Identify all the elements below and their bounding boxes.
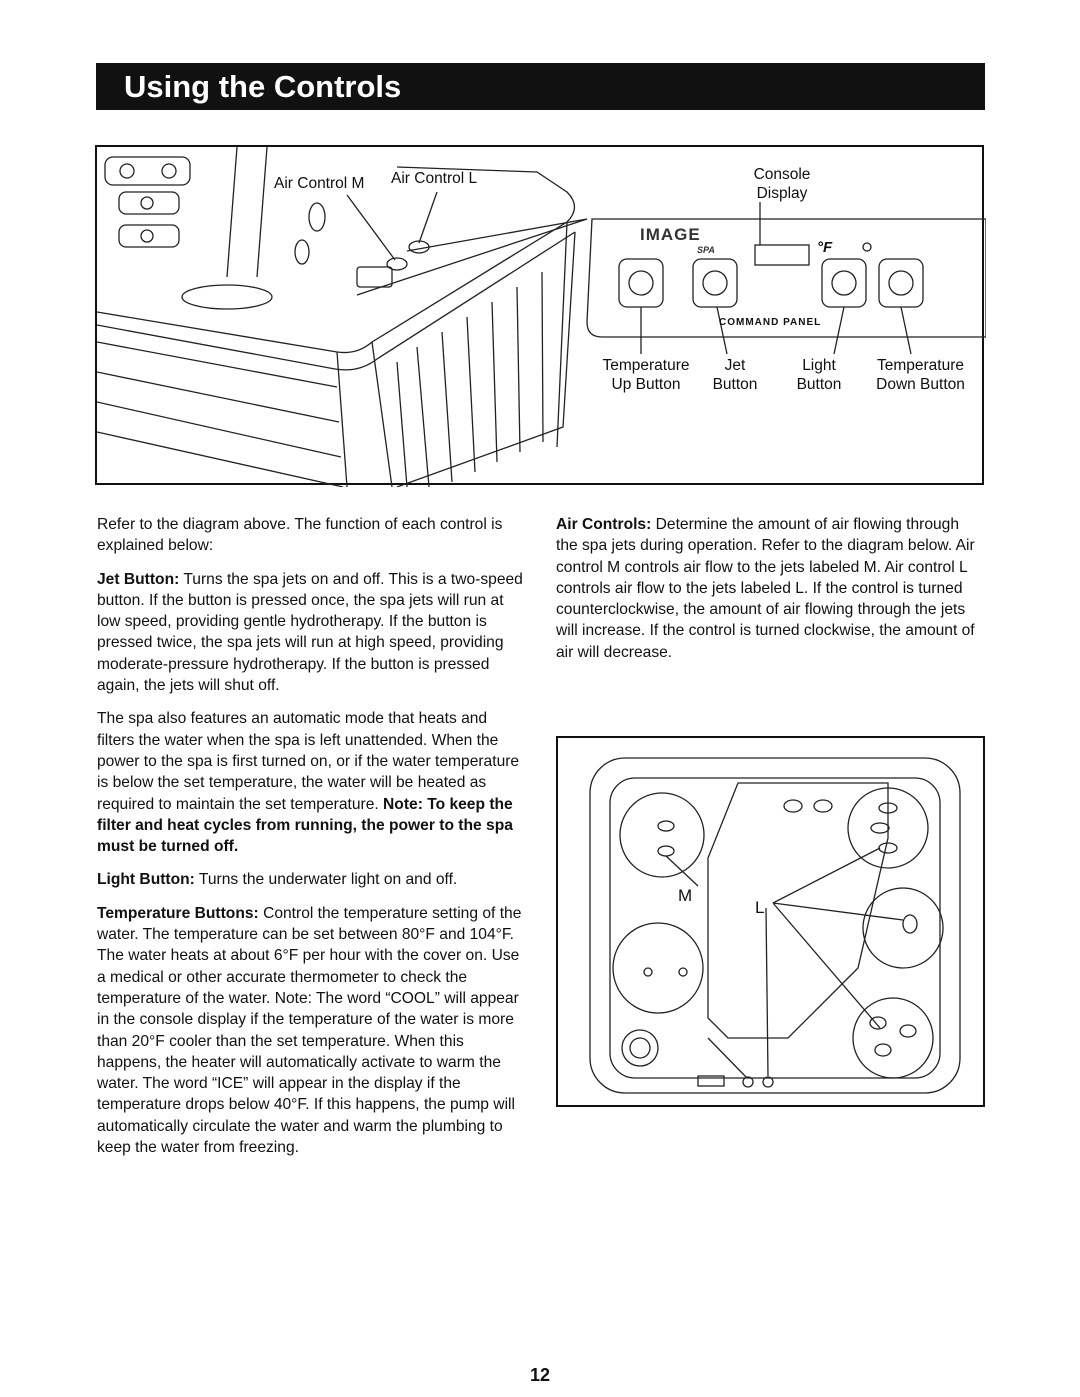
page-number: 12 [529,1365,551,1385]
temp-up-line1: Temperature [602,357,690,374]
spa-drawing [97,147,986,487]
brand-logo: IMAGE [640,225,701,244]
label-l: L [755,898,765,917]
jet-title: Jet Button: [97,570,180,588]
brand-sub: SPA [697,245,715,255]
command-panel-label: COMMAND PANEL [719,317,822,328]
unit-label: °F [817,239,833,256]
air-paragraph [556,514,985,663]
temp-up-label [591,356,701,394]
spa-topview-figure [556,736,985,1107]
page-title: Using the Controls [124,69,402,104]
temp-title: Temperature Buttons: [97,904,259,922]
section-header [96,63,985,110]
auto-note: Note: To keep the filter and heat cycles from running, the power to the spa must be turned off. [97,795,513,856]
light-title: Light Button: [97,871,195,889]
jet-line1: Jet [724,357,746,374]
spa-controls-figure [95,145,984,485]
intro-paragraph: Refer to the diagram above. The function of each control is explained below: [97,516,503,555]
temp-paragraph [97,903,527,1159]
temp-down-label [863,356,978,394]
left-column [97,514,527,1170]
right-column [556,514,985,675]
air-control-m-label: Air Control M [274,175,365,192]
light-line2: Button [796,376,842,393]
temp-down-line2: Down Button [876,376,965,393]
auto-text: The spa also features an automatic mode that heats and filters the water when the spa is left unattended. When the power to the spa is first turned on, or if the water temperature is below the set temperature, the water will be heated as required to maintain the set temperature. [97,710,520,813]
console-label-line1: Console [753,166,811,183]
label-m: M [678,886,693,905]
console-display-label [737,165,827,203]
jet-label [701,356,769,394]
light-line1: Light [802,357,836,374]
spa-topview-drawing [558,738,987,1109]
air-control-l-label: Air Control L [391,170,478,187]
temp-text: Control the temperature setting of the water. The temperature can be set between 80°F and 104°F. The water heats at about 6°F per hour with the cover on. Use a medical or other accurate thermometer to check the temperature of the water. Note: The word “COOL” will appear in the console display if the temperature of the water is more than 20°F cooler than the set temperature. When this happens, the heater will automatically activate to warm the water. The word “ICE” will appear in the display if the temperature drops below 40°F. If this happens, the pump will automatically circulate the water and warm the plumbing to keep the water from freezing. [97,904,522,1157]
temp-down-line1: Temperature [876,357,964,374]
auto-paragraph [97,708,527,857]
jet-line2: Button [712,376,758,393]
light-label [785,356,853,394]
console-label-line2: Display [756,185,808,202]
temp-up-line2: Up Button [611,376,681,393]
jet-text: Turns the spa jets on and off. This is a two-speed button. If the button is pressed once, the spa jets will run at low speed, providing gentle hydrotherapy. If the button is pressed twice, the spa jets will run at high speed, providing moderate-pressure hydrotherapy. If the button is pressed again, the jets will shut off. [97,570,523,695]
light-text: Turns the underwater light on and off. [194,871,458,889]
air-text: Determine the amount of air flowing through the spa jets during operation. Refer to the diagram below. Air control M controls air flow to the jets labeled M. Air control L controls air flow to the jets labeled L. If the control is turned counterclockwise, the amount of air flowing through the jets will increase. If the control is turned clockwise, the amount of air will decrease. [556,516,975,661]
air-title: Air Controls: [556,516,652,533]
jet-paragraph [97,569,527,697]
light-paragraph [97,869,527,890]
